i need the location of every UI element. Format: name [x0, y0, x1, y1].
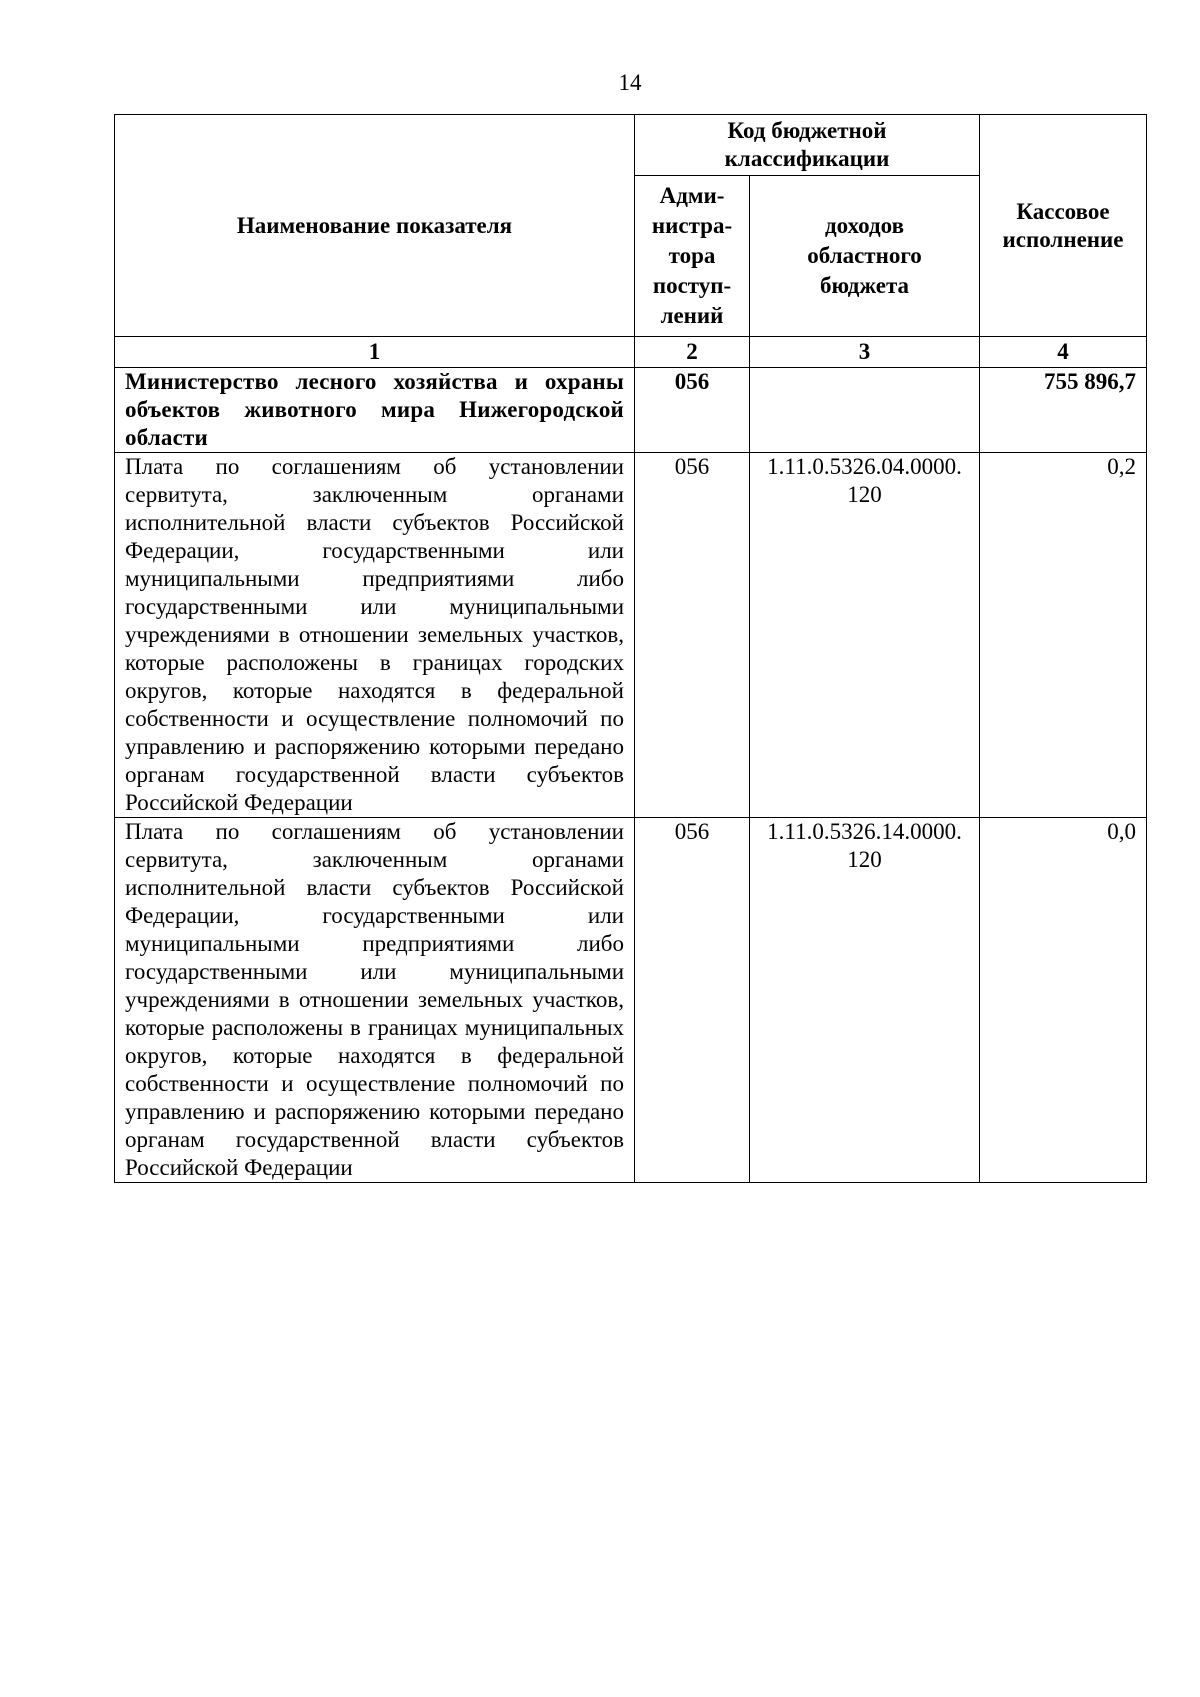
row-income-code [750, 368, 980, 453]
column-number-2: 2 [635, 337, 750, 368]
table-row [115, 818, 1147, 1183]
header-cash-execution [980, 115, 1147, 337]
table-row [115, 453, 1147, 818]
column-number-3: 3 [750, 337, 980, 368]
header-budget-code-text: Код бюджетной классификации [724, 118, 890, 171]
header-admin-code-text: Адми- нистра- тора поступ- лений [651, 183, 733, 328]
row-amount: 755 896,7 [980, 368, 1147, 453]
row-admin-code: 056 [635, 818, 750, 1183]
row-name: Плата по соглашениям об установлении сервитута, заключенным органами исполнительной власти субъектов Российской Федерации, государственными или муниципальными предприятиями либо государственными или муниципальными учреждениями в отношении земельных участков, которые расположены в границах городских округов, которые находятся в федеральной собственности и осуществление полномочий по управлению и распоряжению которыми передано органам государственной власти субъектов Российской Федерации [115, 453, 635, 818]
budget-table [114, 114, 1147, 1183]
row-name: Плата по соглашениям об установлении сервитута, заключенным органами исполнительной власти субъектов Российской Федерации, государственными или муниципальными предприятиями либо государственными или муниципальными учреждениями в отношении земельных участков, которые расположены в границах муниципальных округов, которые находятся в федеральной собственности и осуществление полномочий по управлению и распоряжению которыми передано органам государственной власти субъектов Российской Федерации [115, 818, 635, 1183]
row-name: Министерство лесного хозяйства и охраны объектов животного мира Нижегородской области [115, 368, 635, 453]
row-income-code: 1.11.0.5326.14.0000. 120 [750, 818, 980, 1183]
header-cash-execution-text: Кассовое исполнение [1002, 198, 1124, 252]
row-admin-code: 056 [635, 368, 750, 453]
column-number-4: 4 [980, 337, 1147, 368]
table-row-ministry [115, 368, 1147, 453]
page-number: 14 [618, 70, 642, 95]
row-admin-code: 056 [635, 453, 750, 818]
column-number-1: 1 [115, 337, 635, 368]
header-budget-code-group [635, 115, 980, 176]
header-income-code [750, 176, 980, 337]
header-income-code-text: доходов областного бюджета [807, 213, 922, 298]
header-indicator-name: Наименование показателя [115, 115, 635, 337]
row-amount: 0,0 [980, 818, 1147, 1183]
header-admin-code [635, 176, 750, 337]
row-income-code: 1.11.0.5326.04.0000. 120 [750, 453, 980, 818]
row-amount: 0,2 [980, 453, 1147, 818]
